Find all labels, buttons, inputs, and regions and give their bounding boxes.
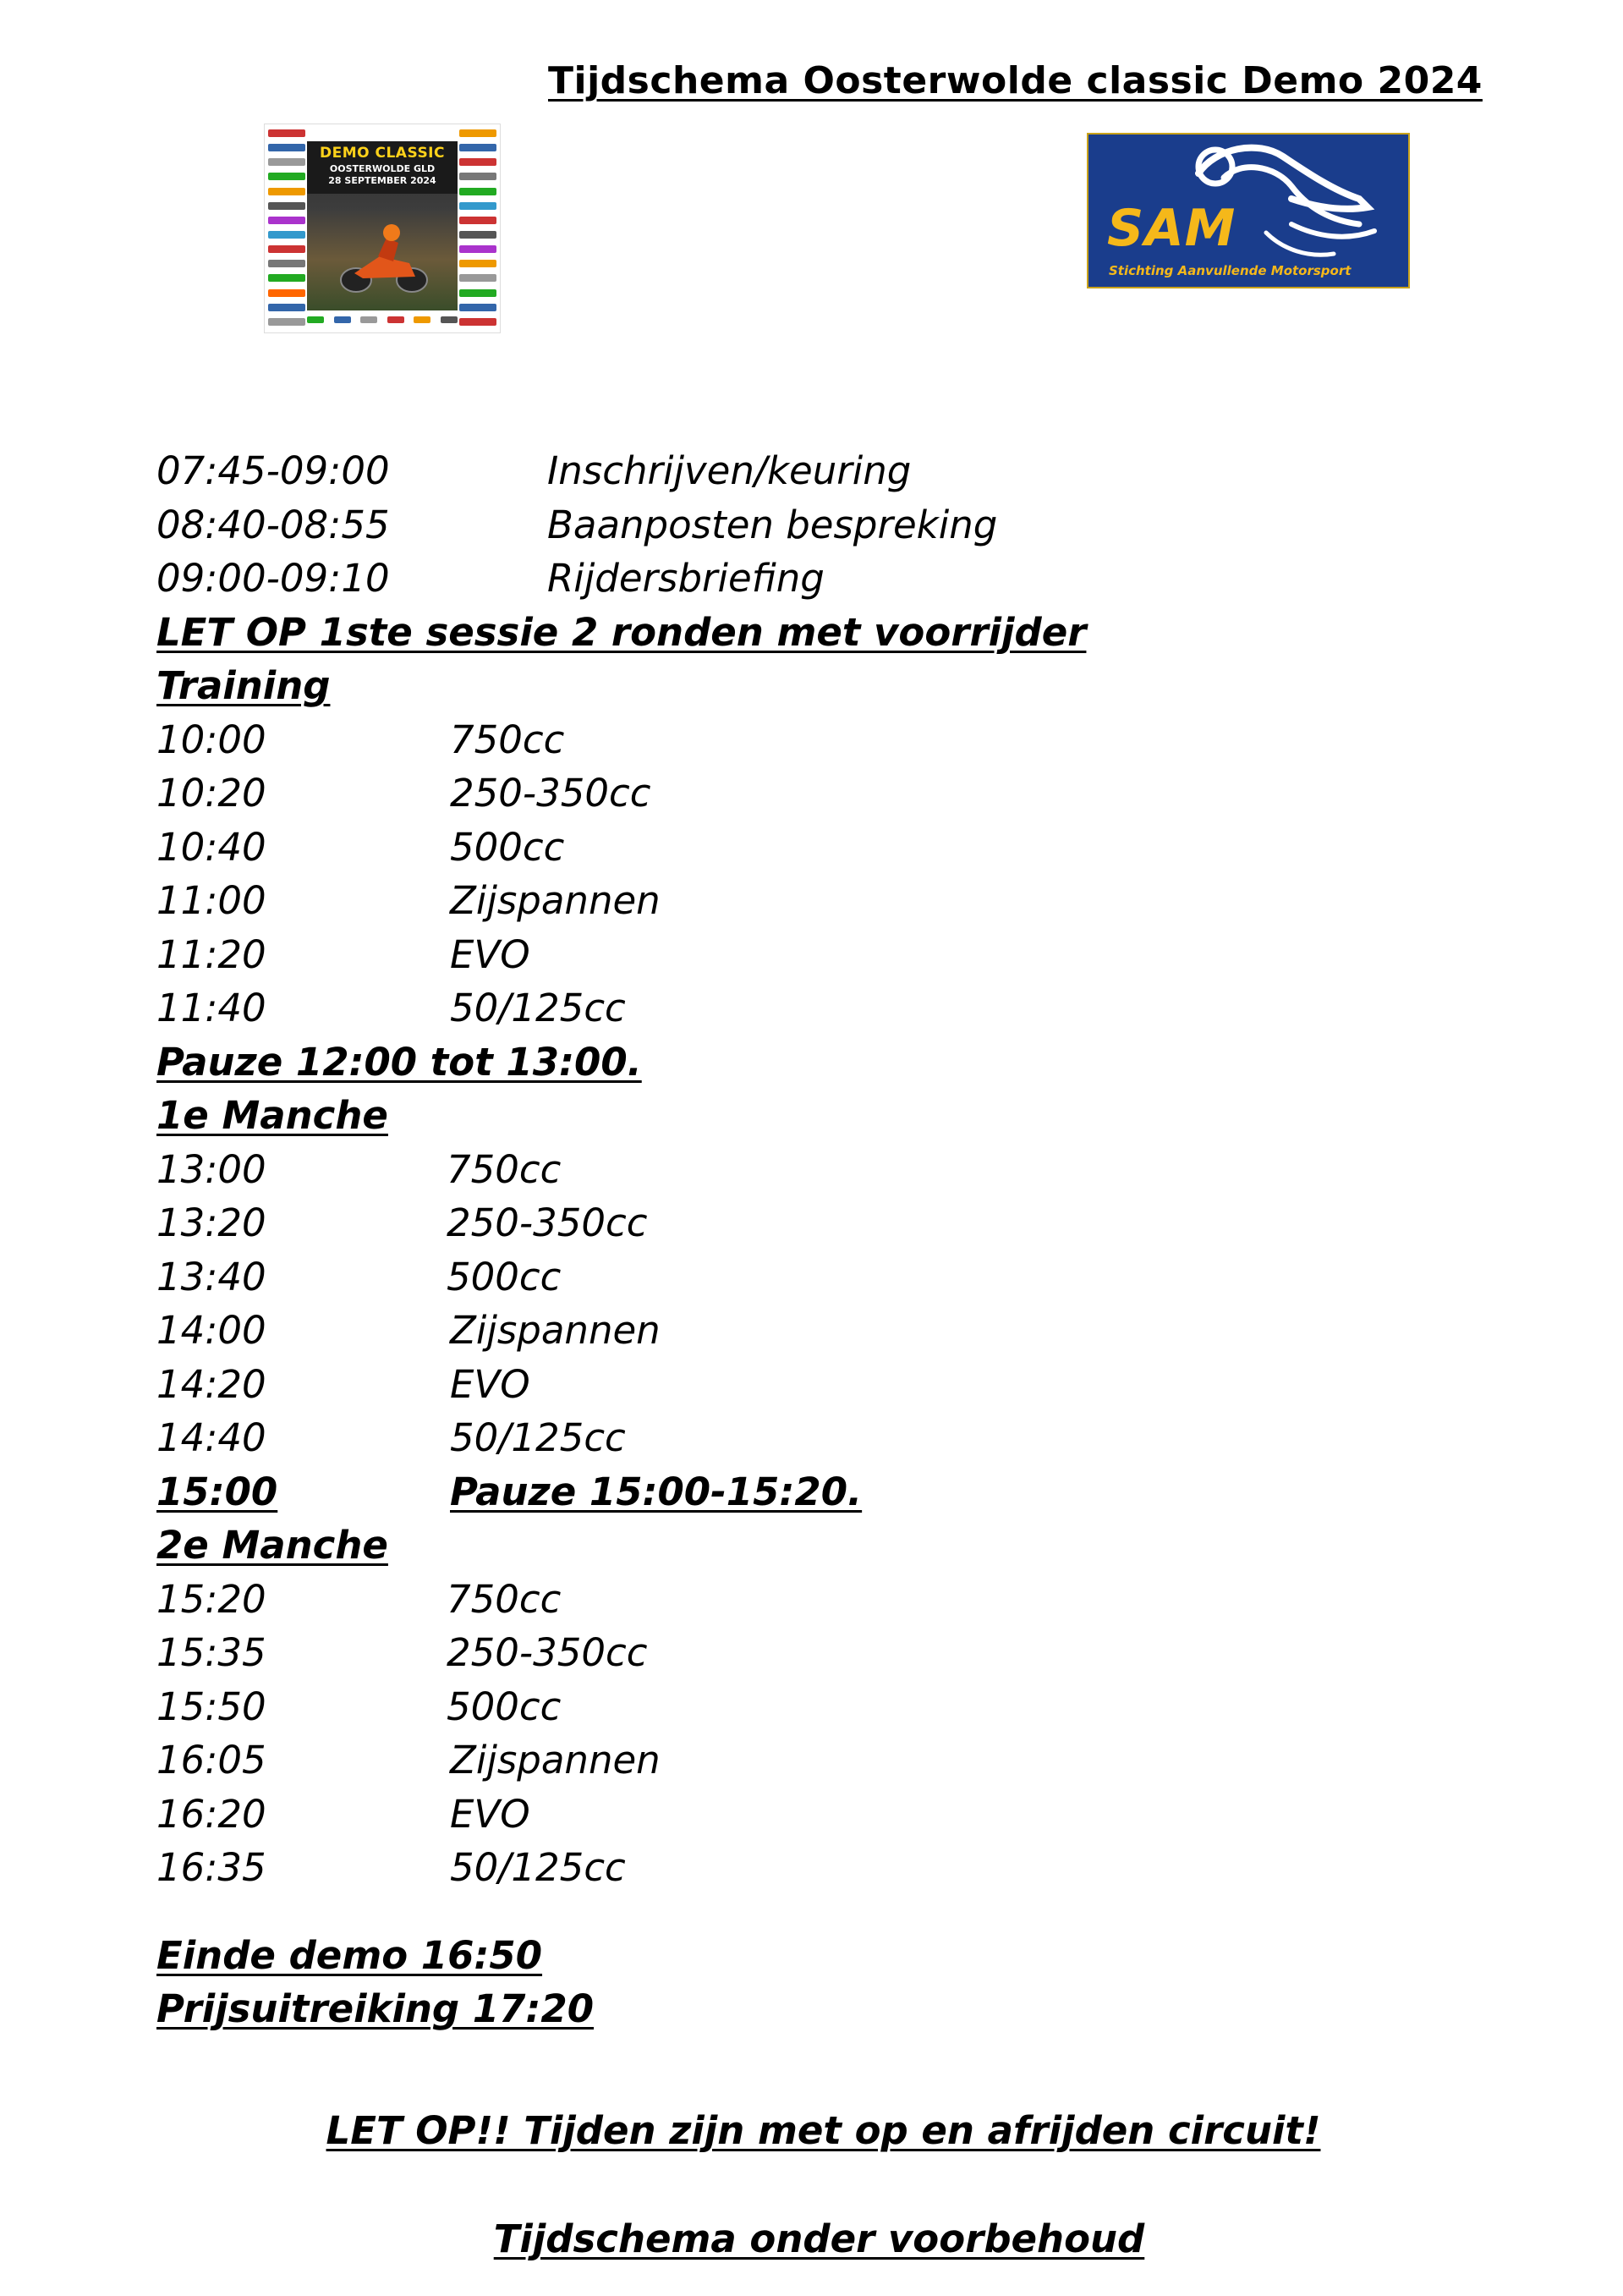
schedule-row <box>156 932 1510 986</box>
first-session-notice <box>156 610 1510 664</box>
schedule-row <box>156 1255 1510 1309</box>
schedule-row <box>156 1147 1510 1201</box>
training-heading <box>156 663 1510 717</box>
break-text: Pauze 12:00 tot 13:00. <box>156 1039 642 1085</box>
schedule <box>156 448 1510 2041</box>
class-cell: 50/125cc <box>450 1415 626 1460</box>
time-cell: 14:20 <box>156 1361 266 1407</box>
poster-line3: 28 SEPTEMBER 2024 <box>328 175 436 186</box>
time-cell: 15:35 <box>156 1630 266 1675</box>
class-cell: 250-350cc <box>447 1630 648 1675</box>
schedule-row <box>156 771 1510 825</box>
prize-ceremony <box>156 1986 1510 2041</box>
event-cell: Inschrijven/keuring <box>547 448 912 493</box>
class-cell: 50/125cc <box>450 986 626 1030</box>
class-cell: 750cc <box>447 1576 562 1622</box>
time-cell: 10:40 <box>156 824 266 870</box>
class-cell: 750cc <box>450 717 565 762</box>
time-cell: 16:20 <box>156 1791 266 1837</box>
manche1-heading <box>156 1093 1510 1147</box>
schedule-row <box>156 717 1510 772</box>
sam-logo-text: SAM <box>1107 199 1236 258</box>
time-cell: 13:00 <box>156 1146 266 1192</box>
sam-logo <box>1087 133 1410 288</box>
schedule-row <box>156 1684 1510 1738</box>
notice-text: LET OP 1ste sessie 2 ronden met voorrijder <box>156 609 1087 655</box>
time-cell: 14:40 <box>156 1415 266 1460</box>
class-cell: EVO <box>450 1361 530 1407</box>
schedule-row <box>156 448 1510 503</box>
break-text: Pauze 15:00-15:20. <box>450 1469 863 1514</box>
class-cell: 500cc <box>447 1684 562 1729</box>
schedule-row <box>156 1738 1510 1792</box>
schedule-row <box>156 986 1510 1040</box>
time-cell: 11:20 <box>156 931 266 977</box>
time-cell: 10:20 <box>156 771 266 816</box>
time-cell: 08:40-08:55 <box>156 502 390 547</box>
class-cell: EVO <box>450 931 530 977</box>
poster-line2: OOSTERWOLDE GLD <box>329 163 436 174</box>
footer-disclaimer: Tijdschema onder voorbehoud <box>493 2216 1145 2261</box>
time-cell: 07:45-09:00 <box>156 448 390 493</box>
schedule-row <box>156 1792 1510 1846</box>
class-cell: 500cc <box>447 1254 562 1299</box>
poster-photo <box>307 141 458 310</box>
footer-notice: LET OP!! Tijden zijn met op en afrijden circuit! <box>326 2108 1321 2153</box>
class-cell: Zijspannen <box>450 1308 661 1353</box>
time-cell: 16:05 <box>156 1738 266 1782</box>
schedule-row <box>156 1577 1510 1631</box>
lunch-break <box>156 1040 1510 1094</box>
spacer <box>156 1899 1510 1933</box>
schedule-row <box>156 1845 1510 1899</box>
time-cell: 16:35 <box>156 1845 266 1890</box>
schedule-row <box>156 1308 1510 1362</box>
poster-sponsor-strip-bottom <box>307 312 458 327</box>
time-cell: 13:20 <box>156 1200 266 1245</box>
class-cell: Zijspannen <box>450 878 661 923</box>
schedule-row <box>156 1200 1510 1255</box>
time-cell: 13:40 <box>156 1254 266 1299</box>
time-cell: 10:00 <box>156 717 266 762</box>
event-poster-image <box>264 124 501 333</box>
class-cell: 500cc <box>450 824 565 870</box>
motorcycle-rider-icon <box>337 219 430 295</box>
class-cell: 750cc <box>447 1146 562 1192</box>
poster-sponsor-strip-left <box>268 129 305 326</box>
poster-line1: DEMO CLASSIC <box>319 145 445 162</box>
manche2-heading <box>156 1523 1510 1577</box>
schedule-row <box>156 1415 1510 1469</box>
schedule-row <box>156 878 1510 932</box>
poster-banner <box>307 141 458 194</box>
schedule-row <box>156 1630 1510 1684</box>
end-demo <box>156 1933 1510 1987</box>
page-title: Tijdschema Oosterwolde classic Demo 2024 <box>548 59 1483 102</box>
time-cell: 09:00-09:10 <box>156 556 390 601</box>
prize-ceremony-text: Prijsuitreiking 17:20 <box>156 1986 595 2031</box>
sam-logo-subtitle: Stichting Aanvullende Motorsport <box>1109 263 1352 278</box>
section-heading: 1e Manche <box>156 1093 388 1138</box>
end-demo-text: Einde demo 16:50 <box>156 1932 543 1978</box>
section-heading: Training <box>156 663 331 708</box>
class-cell: Zijspannen <box>450 1738 661 1782</box>
schedule-row <box>156 825 1510 879</box>
schedule-row <box>156 503 1510 557</box>
event-cell: Baanposten bespreking <box>547 502 998 547</box>
class-cell: 50/125cc <box>450 1845 626 1890</box>
class-cell: EVO <box>450 1791 530 1837</box>
time-cell: 15:50 <box>156 1684 266 1729</box>
time-cell: 11:00 <box>156 878 266 923</box>
schedule-row <box>156 556 1510 610</box>
poster-sponsor-strip-right <box>459 129 496 326</box>
afternoon-break <box>156 1469 1510 1524</box>
break-time: 15:00 <box>156 1469 278 1514</box>
time-cell: 15:20 <box>156 1576 266 1622</box>
time-cell: 14:00 <box>156 1308 266 1353</box>
time-cell: 11:40 <box>156 986 266 1030</box>
class-cell: 250-350cc <box>447 1200 648 1245</box>
class-cell: 250-350cc <box>450 771 651 816</box>
event-cell: Rijdersbriefing <box>547 556 825 601</box>
section-heading: 2e Manche <box>156 1523 388 1568</box>
schedule-row <box>156 1362 1510 1416</box>
